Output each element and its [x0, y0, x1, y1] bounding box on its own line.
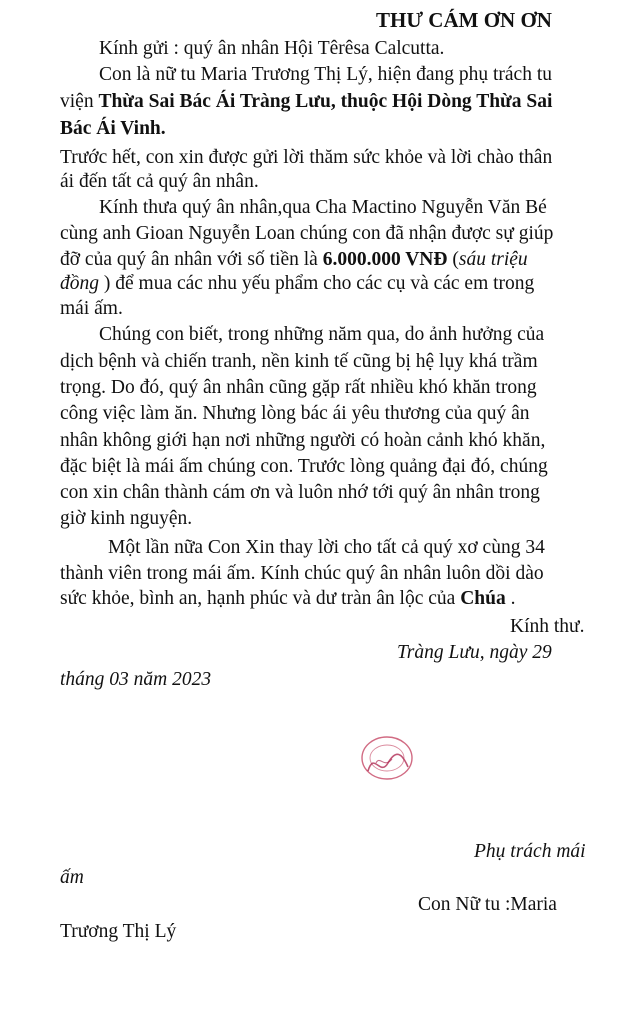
- place-date-line-2: tháng 03 năm 2023: [60, 669, 212, 690]
- seal-stamp: [358, 733, 416, 783]
- paragraph-3-line-5: mái ấm.: [60, 298, 123, 319]
- signature-line-1: Con Nữ tu :Maria: [418, 894, 557, 915]
- role-line-1: Phụ trách mái: [474, 841, 586, 862]
- paragraph-2-line-2: ái đến tất cả quý ân nhân.: [60, 171, 259, 192]
- text: .: [505, 588, 516, 609]
- text: Con là nữ tu Maria Trương Thị Lý, hiện đang phụ trách tu: [99, 64, 553, 85]
- text: viện: [60, 91, 99, 112]
- role-line-2: ấm: [60, 867, 84, 888]
- seal-outer-ring: [362, 737, 412, 779]
- paragraph-4-line-3: trọng. Do đó, quý ân nhân cũng gặp rất nhiều khó khăn trong: [60, 377, 537, 398]
- signature-line-2: Trương Thị Lý: [60, 921, 177, 942]
- paragraph-4-line-2: dịch bệnh và chiến tranh, nền kinh tế cũng bị hệ lụy khá trầm: [60, 351, 538, 372]
- paragraph-5-line-2: thành viên trong mái ấm. Kính chúc quý ân nhân luôn dồi dào: [60, 563, 544, 584]
- text: Kính thưa quý ân nhân,qua Cha Mactino Nguyễn Văn Bé: [99, 197, 547, 218]
- emphasis: Chúa: [460, 588, 506, 609]
- text: đỡ của quý ân nhân với số tiền là: [60, 249, 323, 270]
- paragraph-3-line-3: [60, 248, 528, 272]
- paragraph-1-line-3: Bác Ái Vinh.: [60, 118, 166, 139]
- seal-inner-ring: [370, 745, 404, 771]
- paragraph-4-line-8: giờ kinh nguyện.: [60, 508, 193, 529]
- amount-in-words: đồng: [60, 273, 99, 294]
- text: ) để mua các nhu yếu phẩm cho các cụ và các em trong: [99, 273, 535, 294]
- paragraph-4-line-5: nhân không giới hạn nơi những người có hoàn cảnh khó khăn,: [60, 430, 546, 451]
- paragraph-4-line-4: công việc làm ăn. Nhưng lòng bác ái yêu thương của quý ân: [60, 403, 530, 424]
- paragraph-4-line-6: đặc biệt là mái ấm chúng con. Trước lòng quảng đại đó, chúng: [60, 456, 548, 477]
- closing: Kính thư.: [510, 616, 585, 637]
- paragraph-5-line-1: Một lần nữa Con Xin thay lời cho tất cả quý xơ cùng 34: [108, 537, 545, 558]
- paragraph-2-line-1: Trước hết, con xin được gửi lời thăm sức khỏe và lời chào thân: [60, 147, 553, 168]
- text: sức khỏe, bình an, hạnh phúc và dư tràn ân lộc của: [60, 588, 461, 609]
- text: (: [447, 249, 459, 270]
- paragraph-1-line-2: [60, 90, 552, 114]
- paragraph-5-line-3: [60, 587, 515, 611]
- paragraph-3-line-1: [99, 196, 617, 220]
- letter-title: THƯ CÁM ƠN ƠN: [376, 8, 552, 32]
- place-date-line-1: Tràng Lưu, ngày 29: [397, 642, 552, 663]
- paragraph-1-line-1: [99, 63, 617, 87]
- convent-name: Thừa Sai Bác Ái Tràng Lưu, thuộc Hội Dòng Thừa Sai: [98, 91, 553, 112]
- paragraph-3-line-2: cùng anh Gioan Nguyễn Loan chúng con đã nhận được sự giúp: [60, 223, 554, 244]
- greeting: Kính gửi : quý ân nhân Hội Têrêsa Calcutta.: [99, 38, 445, 59]
- paragraph-3-line-4: [60, 272, 534, 296]
- paragraph-4-line-7: con xin chân thành cám ơn và luôn nhớ tới quý ân nhân trong: [60, 482, 540, 503]
- amount-in-words: sáu triệu: [458, 249, 528, 270]
- paragraph-4-line-1: Chúng con biết, trong những năm qua, do ảnh hưởng của: [99, 324, 545, 345]
- donation-amount: 6.000.000 VNĐ: [322, 249, 448, 270]
